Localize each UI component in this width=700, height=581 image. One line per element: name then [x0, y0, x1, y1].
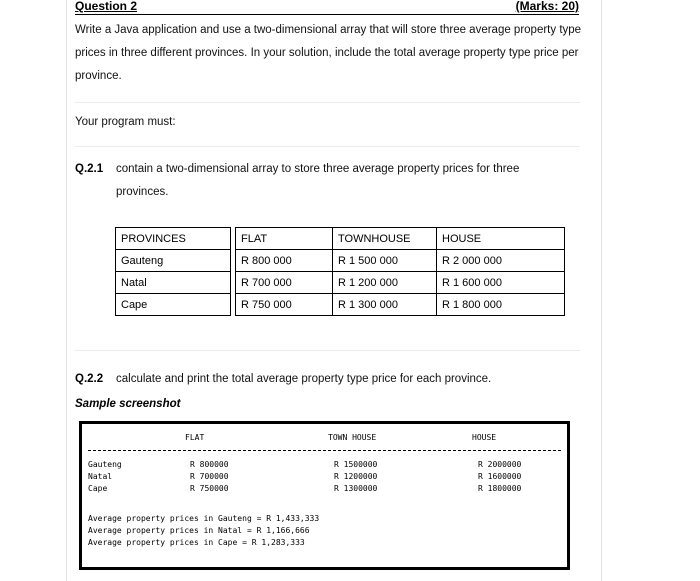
provinces-table	[115, 227, 565, 316]
intro-line-2: prices in three different provinces. In your solution, include the total average property type price per	[75, 47, 579, 59]
cell-house: R 2 000 000	[437, 250, 565, 272]
table-row	[116, 272, 565, 294]
console-col-townhouse: TOWN HOUSE	[328, 433, 377, 442]
cell-province: Natal	[116, 272, 231, 294]
divider	[75, 350, 580, 351]
q21-text-2: provinces.	[116, 186, 169, 198]
console-house-value: R 1600000	[478, 472, 522, 481]
console-summary-line: Average property prices in Natal = R 1,166,666	[88, 526, 310, 535]
console-house-value: R 1800000	[478, 484, 522, 493]
marks-label: (Marks: 20)	[515, 0, 579, 13]
console-house-value: R 2000000	[478, 460, 522, 469]
cell-flat: R 800 000	[236, 250, 333, 272]
question-header	[75, 0, 579, 15]
cell-townhouse: R 1 500 000	[333, 250, 437, 272]
sample-screenshot-label: Sample screenshot	[75, 398, 181, 410]
table-row	[116, 250, 565, 272]
header-house: HOUSE	[437, 228, 565, 250]
cell-townhouse: R 1 300 000	[333, 294, 437, 316]
divider	[75, 146, 580, 147]
console-townhouse-value: R 1300000	[334, 484, 378, 493]
requirements-heading: Your program must:	[75, 116, 176, 128]
table-header-row	[116, 228, 565, 250]
cell-flat: R 750 000	[236, 294, 333, 316]
console-col-house: HOUSE	[472, 433, 497, 442]
header-townhouse: TOWNHOUSE	[333, 228, 437, 250]
console-col-flat: FLAT	[185, 433, 205, 442]
q22-number: Q.2.2	[75, 373, 104, 385]
q21-number: Q.2.1	[75, 163, 104, 175]
console-province: Gauteng	[88, 460, 122, 469]
console-province: Natal	[88, 472, 113, 481]
console-flat-value: R 700000	[190, 472, 229, 481]
console-dashed-separator	[88, 450, 561, 451]
cell-townhouse: R 1 200 000	[333, 272, 437, 294]
console-flat-value: R 800000	[190, 460, 229, 469]
sample-console-output	[79, 421, 570, 570]
q22-text: calculate and print the total average property type price for each province.	[116, 373, 492, 385]
table-row	[116, 294, 565, 316]
intro-line-3: province.	[75, 70, 122, 82]
cell-province: Cape	[116, 294, 231, 316]
divider	[75, 102, 580, 103]
cell-province: Gauteng	[116, 250, 231, 272]
q21-text-1: contain a two-dimensional array to store three average property prices for three	[116, 163, 520, 175]
question-title: Question 2	[75, 0, 138, 13]
console-summary-line: Average property prices in Gauteng = R 1,433,333	[88, 514, 320, 523]
cell-house: R 1 600 000	[437, 272, 565, 294]
console-townhouse-value: R 1200000	[334, 472, 378, 481]
console-summary-line: Average property prices in Cape = R 1,283,333	[88, 538, 305, 547]
intro-line-1: Write a Java application and use a two-dimensional array that will store three average property type	[75, 24, 582, 36]
console-province: Cape	[88, 484, 108, 493]
console-flat-value: R 750000	[190, 484, 229, 493]
header-flat: FLAT	[236, 228, 333, 250]
console-townhouse-value: R 1500000	[334, 460, 378, 469]
cell-house: R 1 800 000	[437, 294, 565, 316]
cell-flat: R 700 000	[236, 272, 333, 294]
header-provinces: PROVINCES	[116, 228, 231, 250]
